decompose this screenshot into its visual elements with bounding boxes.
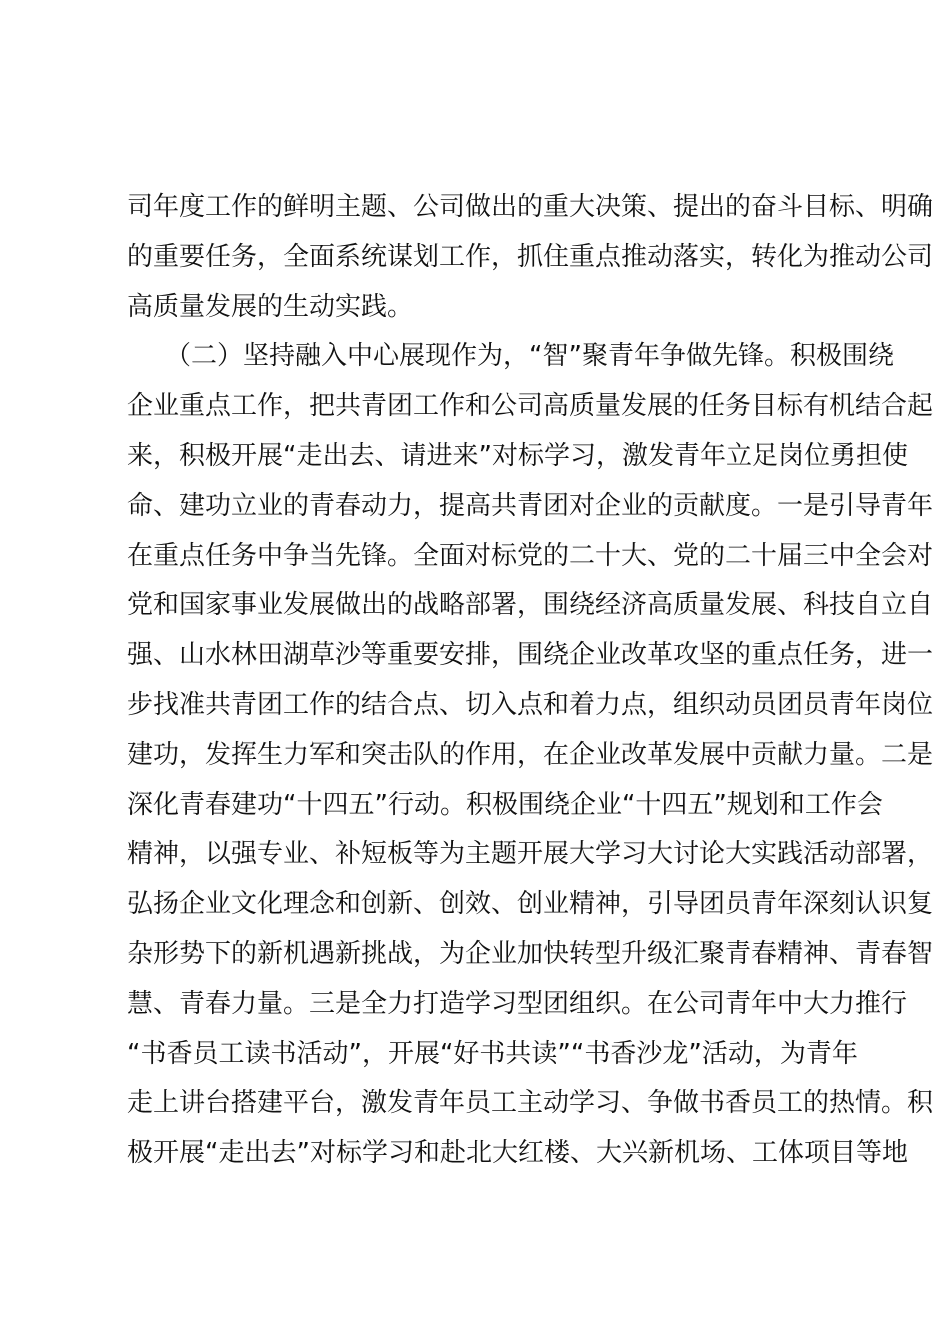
text-line: 弘扬企业文化理念和创新、创效、创业精神，引导团员青年深刻认识复 [127, 889, 934, 920]
text-line: 走上讲台搭建平台，激发青年员工主动学习、争做书香员工的热情。积 [127, 1088, 934, 1119]
text-line: 企业重点工作，把共青团工作和公司高质量发展的任务目标有机结合起 [127, 391, 934, 422]
text-line: 强、山水林田湖草沙等重要安排，围绕企业改革攻坚的重点任务，进一 [127, 640, 934, 671]
text-line: 建功，发挥生力军和突击队的作用，在企业改革发展中贡献力量。二是 [127, 739, 934, 770]
text-line: 司年度工作的鲜明主题、公司做出的重大决策、提出的奋斗目标、明确 [127, 192, 934, 222]
section-heading-line: （二）坚持融入中心展现作为，“智”聚青年争做先锋。积极围绕 [165, 341, 894, 372]
text-line: 党和国家事业发展做出的战略部署，围绕经济高质量发展、科技自立自 [127, 590, 934, 621]
text-line: 命、建功立业的青春动力，提高共青团对企业的贡献度。一是引导青年 [127, 490, 934, 521]
text-line: 极开展“走出去”对标学习和赴北大红楼、大兴新机场、工体项目等地 [127, 1138, 908, 1169]
text-line: 来，积极开展“走出去、请进来”对标学习，激发青年立足岗位勇担使 [127, 440, 908, 471]
text-line: 深化青春建功“十四五”行动。积极围绕企业“十四五”规划和工作会 [127, 789, 883, 820]
text-line: 高质量发展的生动实践。 [127, 291, 414, 322]
text-line: 步找准共青团工作的结合点、切入点和着力点，组织动员团员青年岗位 [127, 689, 934, 720]
text-line: “书香员工读书活动”，开展“好书共读”“书香沙龙”活动，为青年 [127, 1038, 858, 1069]
text-line: 在重点任务中争当先锋。全面对标党的二十大、党的二十届三中全会对 [127, 540, 934, 571]
document-body [127, 189, 934, 1185]
text-line: 的重要任务，全面系统谋划工作，抓住重点推动落实，转化为推动公司 [127, 241, 934, 272]
text-line: 慧、青春力量。三是全力打造学习型团组织。在公司青年中大力推行 [127, 988, 908, 1019]
text-line: 杂形势下的新机遇新挑战，为企业加快转型升级汇聚青春精神、青春智 [127, 938, 934, 969]
text-line: 精神，以强专业、补短板等为主题开展大学习大讨论大实践活动部署， [127, 839, 934, 870]
